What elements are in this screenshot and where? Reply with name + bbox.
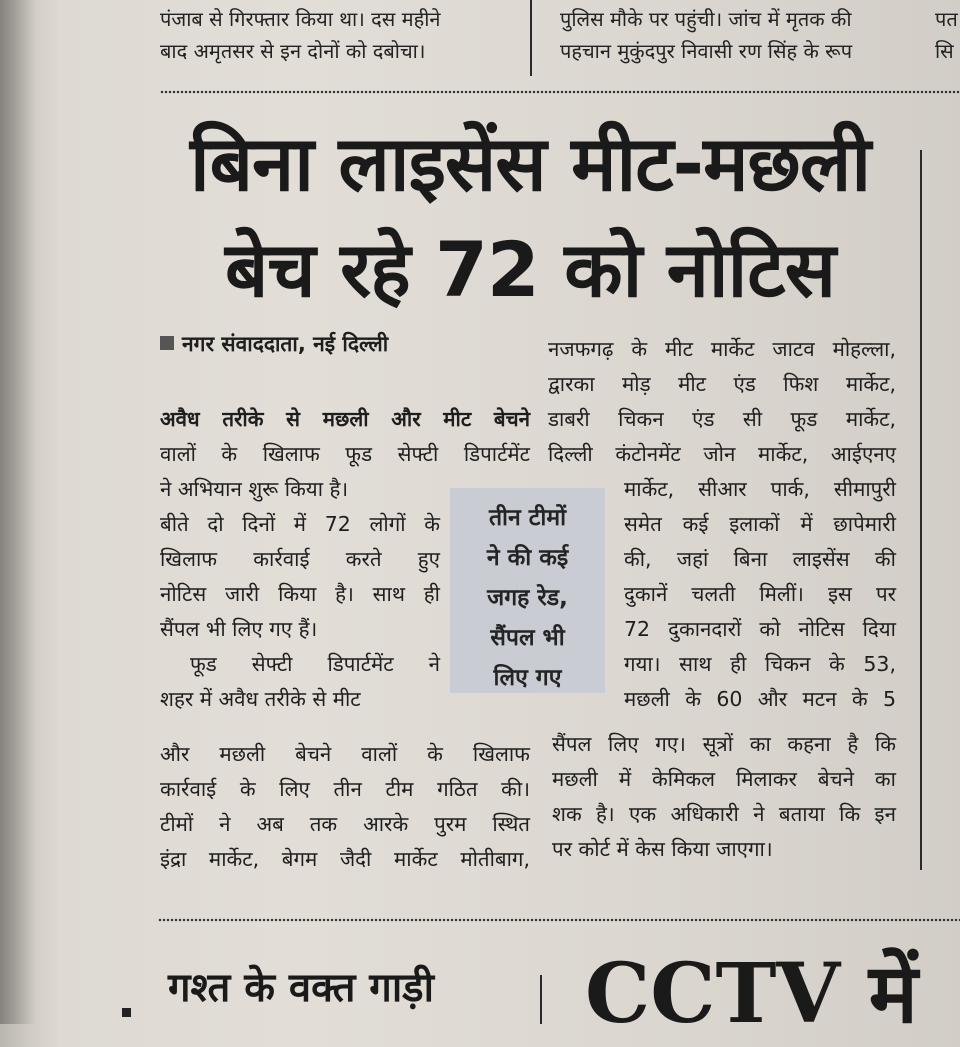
bottom-bullet [122, 1008, 131, 1017]
body-line: और मछली बेचने वालों के खिलाफ [160, 742, 530, 766]
pull-quote-line: ने की कई [486, 545, 569, 571]
top-edge-line-1: पत [935, 7, 958, 31]
body-line: अवैध तरीके से मछली और मीट बेचने [160, 407, 530, 431]
top-edge-line-2: सि [935, 39, 954, 63]
body-line: 72 दुकानदारों को नोटिस दिया [624, 617, 896, 641]
top-left-line-2: बाद अमृतसर से इन दोनों को दबोचा। [160, 39, 426, 63]
page-fold-shadow [0, 0, 36, 1024]
story-right-divider [920, 150, 922, 870]
bottom-right-headline: CCTV में [585, 946, 918, 1042]
body-line: डाबरी चिकन एंड सी फूड मार्केट, [548, 407, 896, 431]
left-column [160, 402, 530, 472]
headline-line-2: बेच रहे 72 को नोटिस [225, 225, 835, 314]
body-line: समेत कई इलाकों में छापेमारी [624, 512, 896, 536]
body-line: कार्रवाई के लिए तीन टीम गठित की। [160, 777, 530, 801]
body-line: मार्केट, सीआर पार्क, सीमापुरी [624, 477, 896, 501]
body-line: ने अभियान शुरू किया है। [160, 477, 349, 501]
byline [160, 330, 388, 358]
body-line: दुकानें चलती मिलीं। इस पर [624, 582, 896, 606]
body-line: दिल्ली कंटोनमेंट जोन मार्केट, आईएनए [548, 442, 896, 466]
right-column-top [548, 332, 896, 472]
body-line: द्वारका मोड़ मीट एंड फिश मार्केट, [548, 372, 896, 396]
body-line: नोटिस जारी किया है। साथ ही [160, 582, 440, 606]
body-line: मछली में केमिकल मिलाकर बेचने का [552, 767, 896, 791]
body-line: टीमों ने अब तक आरके पुरम स्थित [160, 812, 530, 836]
body-line: फूड सेफ्टी डिपार्टमेंट ने [190, 652, 440, 676]
body-line: नजफगढ़ के मीट मार्केट जाटव मोहल्ला, [548, 337, 896, 361]
top-right-line-2: पहचान मुकुंदपुर निवासी रण सिंह के रूप [560, 39, 853, 63]
pull-quote-line: जगह रेड, [487, 585, 568, 611]
body-line: शहर में अवैध तरीके से मीट [160, 687, 361, 711]
pull-quote-line: सैंपल भी [490, 625, 565, 651]
top-dotted-rule [160, 90, 960, 96]
top-column-divider [530, 0, 532, 76]
body-line: वालों के खिलाफ फूड सेफ्टी डिपार्टमेंट [160, 442, 530, 466]
right-column-narrow [624, 472, 896, 717]
left-column-bottom [160, 737, 530, 877]
body-line: सैंपल भी लिए गए हैं। [160, 617, 318, 641]
body-line: इंद्रा मार्केट, बेगम जैदी मार्केट मोतीबाग, [160, 847, 530, 871]
bottom-left-headline: गश्त के वक्त गाड़ी [168, 965, 434, 1011]
body-line: मछली के 60 और मटन के 5 [624, 687, 896, 711]
byline-square-bullet [160, 336, 174, 350]
body-line: बीते दो दिनों में 72 लोगों के [160, 512, 440, 536]
pull-quote-line: तीन टीमों [488, 505, 567, 531]
bottom-column-divider [540, 975, 542, 1024]
body-line: गया। साथ ही चिकन के 53, [624, 652, 896, 676]
body-line: की, जहां बिना लाइसेंस की [624, 547, 896, 571]
body-line: पर कोर्ट में केस किया जाएगा। [552, 837, 773, 861]
pull-quote-line: लिए गए [493, 665, 562, 691]
right-column-bottom [552, 727, 896, 867]
top-right-line-1: पुलिस मौके पर पहुंची। जांच में मृतक की [560, 7, 852, 31]
body-line: शक है। एक अधिकारी ने बताया कि इन [552, 802, 896, 826]
body-line: खिलाफ कार्रवाई करते हुए [160, 547, 440, 571]
body-line: सैंपल लिए गए। सूत्रों का कहना है कि [552, 732, 896, 756]
headline-line-1: बिना लाइसेंस मीट-मछली [189, 119, 871, 208]
bottom-dotted-rule [158, 918, 960, 924]
pull-quote [450, 488, 605, 693]
left-column-narrow [160, 472, 440, 717]
byline-text: नगर संवाददाता, नई दिल्ली [182, 332, 389, 356]
top-left-line-1: पंजाब से गिरफ्तार किया था। दस महीने [160, 7, 441, 31]
